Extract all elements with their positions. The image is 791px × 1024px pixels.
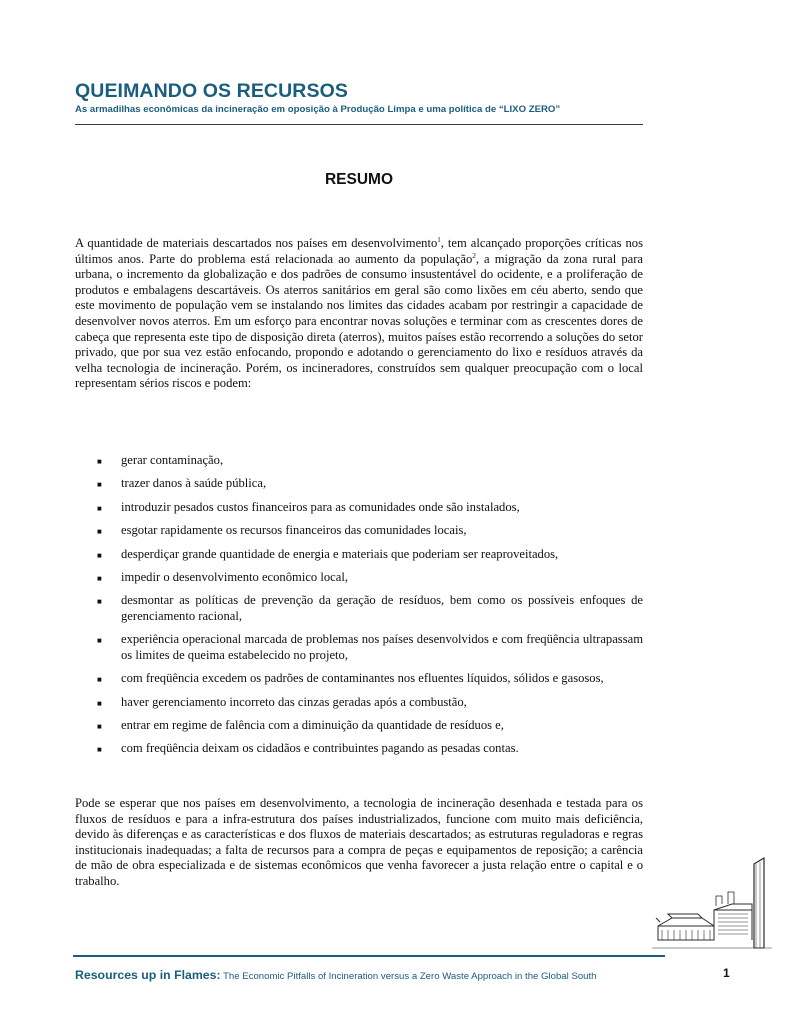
incinerator-building-icon (652, 852, 774, 962)
footnote-ref-1[interactable]: 1 (437, 235, 441, 244)
list-item-text: desmontar as políticas de prevenção da geração de resíduos, bem como os possíveis enfoques de gerenciamento racional, (121, 593, 643, 623)
intro-text-2: , tem alcançado proporções críticas nos últimos anos. Parte do problema está relacionada ao aumento da população (75, 236, 643, 266)
bullet-icon: ■ (97, 503, 102, 513)
list-item-text: impedir o desenvolvimento econômico local, (121, 569, 348, 584)
list-item-text: esgotar rapidamente os recursos financeiros das comunidades locais, (121, 523, 467, 538)
list-item-text: com freqüência deixam os cidadãos e contribuintes pagando as pesadas contas. (121, 741, 519, 756)
bullet-icon: ■ (97, 480, 102, 490)
footer-subtitle: The Economic Pitfalls of Incineration versus a Zero Waste Approach in the Global South (220, 971, 597, 982)
list-item (75, 547, 643, 563)
bullet-icon: ■ (97, 636, 102, 646)
list-item-text: introduzir pesados custos financeiros para as comunidades onde são instalados, (121, 499, 520, 514)
bullet-icon: ■ (97, 698, 102, 708)
intro-text-3: , a migração da zona rural para urbana, o incremento da globalização e dos padrões de consumo insustentável do ocidente, e a proliferação de produtos e embalagens descartáveis. Os aterros sanitários em geral são como lixões em céu aberto, sendo que este movimento de população vem se instalando nos limites das cidades acabam por restringir a capacidade de desenvolver novos aterros. Em um esforço para encontrar novas soluções e terminar com as crescentes dores de cabeça que representa este tipo de disposição direta (aterros), muitos países estão recorrendo a soluções do setor privado, que por sua vez estão enfocando, propondo e adotando o gerenciamento do lixo e resíduos através da velha tecnologia de incineração. Porém, os incineradores, construídos sem qualquer preocupação com o local representam sérios riscos e podem: (75, 251, 643, 391)
bullet-icon: ■ (97, 527, 102, 537)
risk-list (75, 453, 643, 765)
list-item-text: desperdiçar grande quantidade de energia e materiais que poderiam ser reaproveitados, (121, 546, 559, 561)
page-number: 1 (723, 966, 730, 980)
list-item (75, 718, 643, 734)
footer-title: Resources up in Flames: (75, 968, 221, 982)
section-heading: RESUMO (324, 171, 394, 188)
bullet-icon: ■ (97, 573, 102, 583)
footnote-ref-2[interactable]: 2 (472, 251, 476, 260)
list-item (75, 570, 643, 586)
closing-paragraph: Pode se esperar que nos países em desenvolvimento, a tecnologia de incineração desenhada e testada para os fluxos de resíduos e para a infra-estrutura dos países industrializados, funcione com muito mais deficiência, devido às diferenças e as características e dos fluxos de materiais descartados; as estruturas reguladoras e regras institucionais inadequadas; a falta de recursos para a compra de peças e equipamentos de reposição; a carência de mão de obra especializada e de sistemas econômicos que venha favorecer a justa relação entre o capital e o trabalho. (75, 796, 643, 888)
footer (75, 966, 597, 984)
intro-text-1: A quantidade de materiais descartados nos países em desenvolvimento (75, 236, 438, 250)
list-item (75, 741, 643, 757)
footer-divider (73, 955, 665, 957)
header-divider (75, 124, 643, 125)
list-item (75, 593, 643, 624)
list-item-text: entrar em regime de falência com a diminuição da quantidade de resíduos e, (121, 718, 504, 733)
list-item (75, 453, 643, 469)
list-item (75, 632, 643, 663)
bullet-icon: ■ (97, 675, 102, 685)
list-item (75, 476, 643, 492)
list-item (75, 695, 643, 711)
document-header (75, 80, 643, 116)
document-title: QUEIMANDO OS RECURSOS (75, 80, 348, 102)
bullet-icon: ■ (97, 457, 102, 466)
list-item (75, 500, 643, 516)
list-item (75, 523, 643, 539)
bullet-icon: ■ (97, 745, 102, 755)
document-subtitle: As armadilhas econômicas da incineração em oposição à Produção Limpa e uma política de “LIXO ZERO” (75, 104, 561, 115)
list-item-text: com freqüência excedem os padrões de contaminantes nos efluentes líquidos, sólidos e gasosos, (121, 671, 604, 686)
bullet-icon: ■ (97, 550, 102, 560)
bullet-icon: ■ (97, 597, 102, 607)
list-item-text: haver gerenciamento incorreto das cinzas geradas após a combustão, (121, 694, 467, 709)
bullet-icon: ■ (97, 722, 102, 732)
list-item-text: experiência operacional marcada de problemas nos países desenvolvidos e com freqüência ultrapassam os limites de queima estabelecido no projeto, (121, 632, 643, 662)
intro-paragraph (75, 236, 643, 392)
list-item (75, 671, 643, 687)
list-item-text: gerar contaminação, (121, 453, 224, 467)
list-item-text: trazer danos à saúde pública, (121, 476, 267, 491)
